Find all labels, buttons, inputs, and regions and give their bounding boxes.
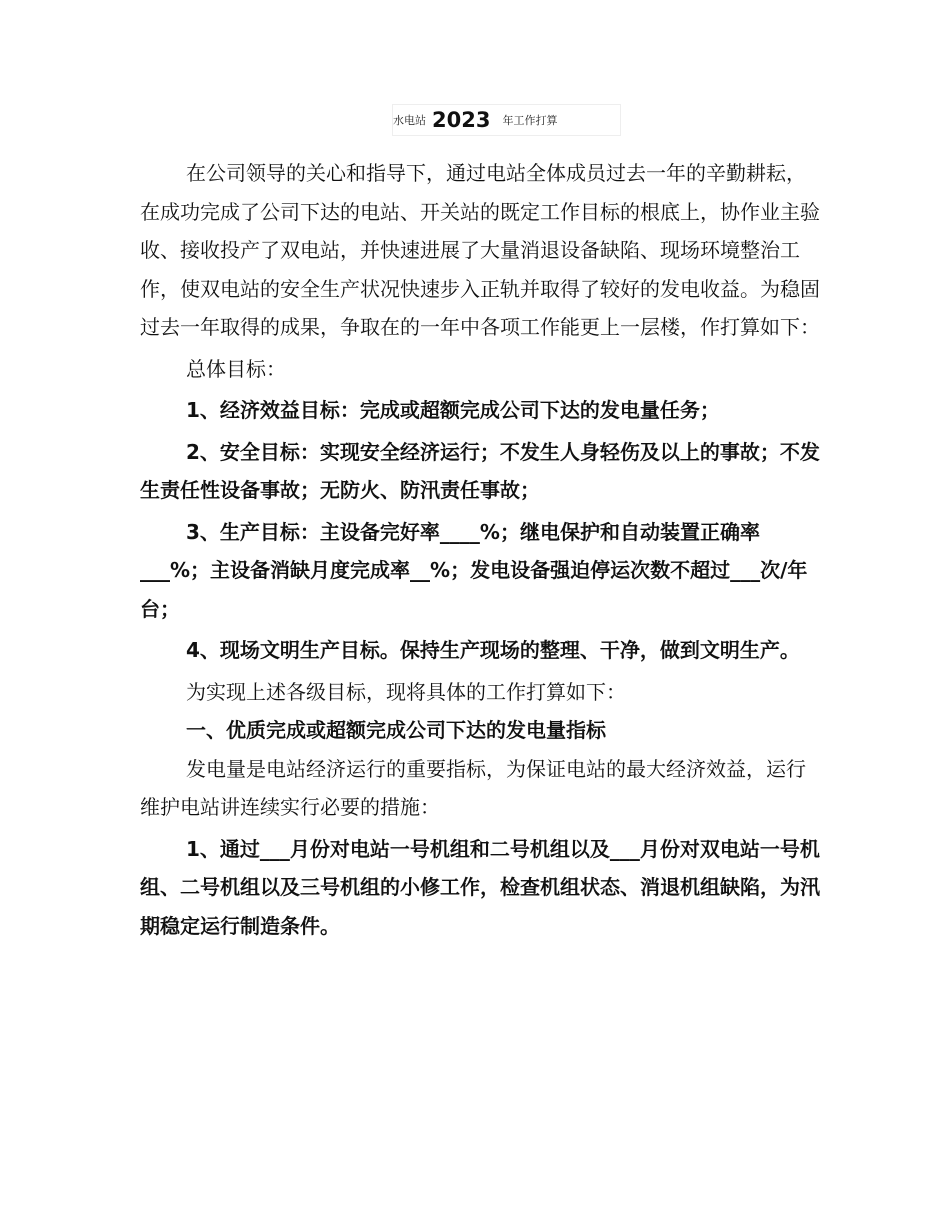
plan-intro: 为实现上述各级目标，现将具体的工作打算如下：	[186, 679, 626, 704]
section-1-paragraph: 发电量是电站经济运行的重要指标，为保证电站的最大经济效益，运行维护电站讲连续实行必要的措施：	[140, 756, 806, 819]
header-suffix: 年工作打算	[502, 114, 558, 127]
document-header	[392, 104, 621, 136]
goal-civilized-production: 4、现场文明生产目标。保持生产现场的整理、干净，做到文明生产。	[186, 638, 800, 662]
section-1-item-1: 1、通过___月份对电站一号机组和二号机组以及___月份对双电站一号机组、二号机组以及三号机组的小修工作，检查机组状态、消退机组缺陷，为汛期稳定运行制造条件。	[140, 836, 820, 938]
goal-safety: 2、安全目标：实现安全经济运行；不发生人身轻伤及以上的事故；不发生责任性设备事故；无防火、防汛责任事故；	[140, 439, 820, 502]
header-prefix: 水电站	[393, 114, 426, 127]
overall-goal-heading: 总体目标：	[186, 356, 286, 381]
section-heading-1: 一、优质完成或超额完成公司下达的发电量指标	[186, 718, 606, 742]
goal-economic: 1、经济效益目标：完成或超额完成公司下达的发电量任务；	[186, 398, 720, 422]
header-year: 2023	[432, 108, 491, 132]
document-body	[140, 154, 820, 945]
intro-paragraph: 在公司领导的关心和指导下，通过电站全体成员过去一年的辛勤耕耘，在成功完成了公司下达的电站、开关站的既定工作目标的根底上，协作业主验收、接收投产了双电站，并快速进展了大量消退设备缺陷、现场环境整治工作，使双电站的安全生产状况快速步入正轨并取得了较好的发电收益。为稳固过去一年取得的成果，争取在的一年中各项工作能更上一层楼，作打算如下：	[140, 161, 820, 339]
goal-production: 3、生产目标：主设备完好率____%；继电保护和自动装置正确率___%；主设备消缺月度完成率__%；发电设备强迫停运次数不超过___次/年台；	[140, 519, 808, 621]
